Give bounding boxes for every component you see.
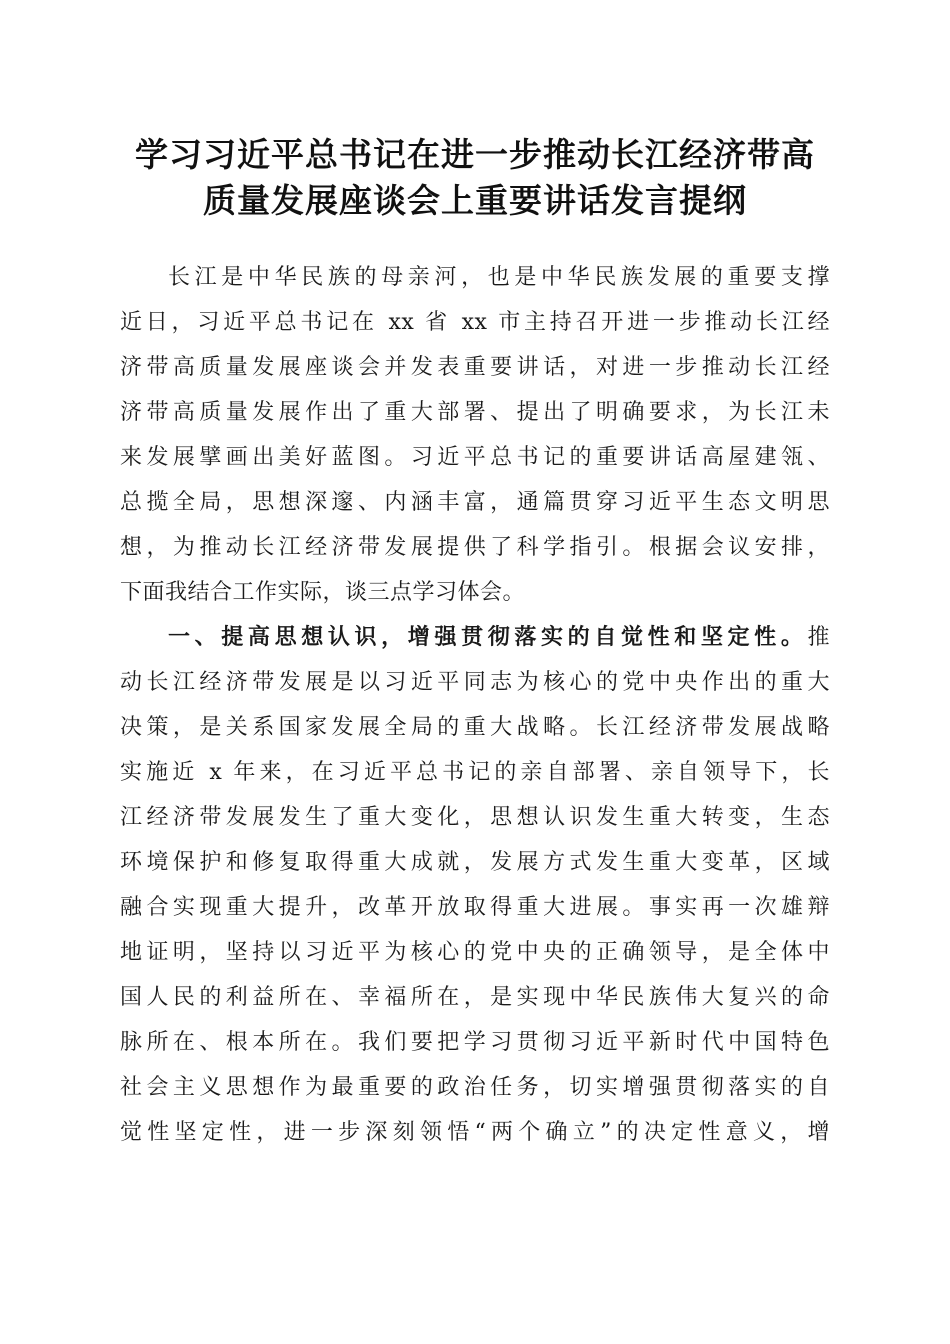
paragraph-1-line-5: 来发展擘画出美好蓝图。习近平总书记的重要讲话高屋建瓴、 [120,445,830,470]
section-1-heading: 一、提高思想认识，增强贯彻落实的自觉性和坚定性。 [168,625,808,650]
paragraph-1-line-7: 想，为推动长江经济带发展提供了科学指引。根据会议安排， [120,535,830,560]
paragraph-1-line-2: 近日，习近平总书记在 xx 省 xx 市主持召开进一步推动长江经 [120,310,830,335]
section-1-line-10: 脉所在、根本所在。我们要把学习贯彻习近平新时代中国特色 [120,1030,830,1055]
document-body [120,255,830,1155]
title-line-1: 学习习近平总书记在进一步推动长江经济带高 [135,135,815,174]
paragraph-1-line-4: 济带高质量发展作出了重大部署、提出了明确要求，为长江未 [120,400,830,425]
section-1-line-7: 融合实现重大提升，改革开放取得重大进展。事实再一次雄辩 [120,895,830,920]
title-line-2: 质量发展座谈会上重要讲话发言提纲 [203,181,747,220]
section-1-line-2: 动长江经济带发展是以习近平同志为核心的党中央作出的重大 [120,670,830,695]
section-1-line-9: 国人民的利益所在、幸福所在，是实现中华民族伟大复兴的命 [120,985,830,1010]
document-title [100,132,850,224]
section-1-line-8: 地证明，坚持以习近平为核心的党中央的正确领导，是全体中 [120,940,830,965]
paragraph-1-line-6: 总揽全局，思想深邃、内涵丰富，通篇贯穿习近平生态文明思 [120,490,830,515]
section-1-line-3: 决策，是关系国家发展全局的重大战略。长江经济带发展战略 [120,715,830,740]
section-1-line-6: 环境保护和修复取得重大成就，发展方式发生重大变革，区域 [120,850,830,875]
section-1-first-line-rest: 推 [807,625,830,650]
paragraph-1-line-3: 济带高质量发展座谈会并发表重要讲话，对进一步推动长江经 [120,355,830,380]
section-1-line-11: 社会主义思想作为最重要的政治任务，切实增强贯彻落实的自 [120,1075,830,1100]
section-1-first-line [120,615,830,660]
section-1-line-5: 江经济带发展发生了重大变化，思想认识发生重大转变，生态 [120,805,830,830]
paragraph-1-line-8: 下面我结合工作实际，谈三点学习体会。 [120,580,526,605]
section-1-line-12: 觉性坚定性，进一步深刻领悟“两个确立”的决定性意义，增 [120,1120,830,1145]
paragraph-1-line-1: 长江是中华民族的母亲河，也是中华民族发展的重要支撑 [168,265,830,290]
section-1-line-4: 实施近 x 年来，在习近平总书记的亲自部署、亲自领导下，长 [120,760,830,785]
